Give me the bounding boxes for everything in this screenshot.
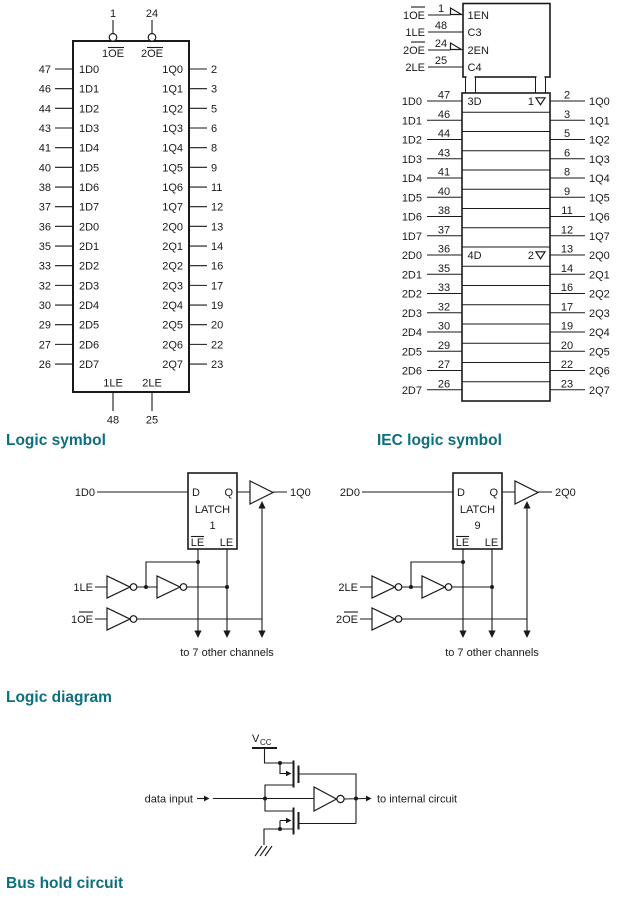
latch-le-pin: LE — [219, 537, 234, 549]
pin-number-right: 20 — [560, 339, 574, 352]
signal-label-left: 2D6 — [79, 339, 100, 352]
pin-number-left: 38 — [38, 182, 51, 195]
pin-number-right: 8 — [563, 166, 571, 179]
latch-q-pin: Q — [489, 487, 498, 499]
pin-number-right: 14 — [211, 241, 224, 254]
pin-number: 48 — [434, 20, 448, 32]
latch-d-pin: D — [192, 487, 200, 499]
signal-label-left: 2D1 — [79, 241, 100, 254]
signal-label-left: 1D1 — [79, 83, 100, 96]
signal-label-right: 2Q6 — [589, 365, 610, 378]
latch-le-pin: LE — [484, 537, 499, 549]
channels-note: to 7 other channels — [180, 647, 274, 659]
logic-symbol-figure — [6, 8, 223, 449]
iec-block-tabs — [466, 77, 546, 93]
pin-number-right: 2 — [563, 89, 571, 102]
logic-symbol-rows — [39, 64, 224, 371]
pin-number-left: 40 — [437, 185, 451, 198]
pin-number-left: 33 — [38, 260, 51, 273]
pin-number-left: 41 — [437, 166, 451, 179]
latch-channel-1 — [71, 473, 311, 659]
pin-number-right: 2 — [211, 64, 218, 76]
polarity-triangle-icon — [451, 8, 462, 15]
iec-logic-symbol-figure — [377, 3, 610, 449]
signal-label-right: 2Q6 — [162, 339, 183, 352]
pin-number-right: 22 — [560, 359, 574, 371]
signal-label-left: 1D2 — [401, 134, 422, 147]
pin-number-left: 44 — [38, 103, 51, 116]
signal-label-left: 2D1 — [401, 269, 422, 282]
logic-symbol-pin-row — [39, 320, 224, 332]
pin-number-right: 23 — [560, 378, 574, 391]
signal-label-right: 1Q5 — [162, 162, 183, 175]
signal-label-right: 2Q1 — [589, 269, 610, 282]
pullup-transistor-icon — [265, 761, 356, 799]
logic-symbol-pin-row — [39, 162, 217, 174]
pin-number-left: 30 — [437, 320, 451, 333]
active-low-bubble — [109, 34, 117, 42]
logic-diagram-figure — [6, 473, 576, 706]
signal-label-left: 1D3 — [79, 123, 100, 136]
signal-label-right: 1Q2 — [589, 134, 610, 147]
latch-channel-2 — [336, 473, 576, 659]
oe-input-label: 1OE — [70, 614, 93, 626]
pin-number-right: 5 — [563, 128, 571, 140]
signal-label-left: 2D2 — [79, 260, 100, 273]
iec-logic-symbol-caption: IEC logic symbol — [377, 432, 502, 449]
pin-number-left: 30 — [38, 300, 51, 313]
pin-number-right: 12 — [211, 201, 224, 214]
oe-label: 2OE — [140, 48, 164, 60]
signal-label-right: 2Q0 — [162, 221, 183, 234]
pin-number-left: 44 — [437, 128, 451, 140]
pin-number-left: 46 — [437, 108, 451, 121]
signal-label-right: 1Q6 — [162, 182, 183, 195]
pin-number-left: 47 — [38, 64, 51, 76]
signal-label-left: 1D1 — [401, 115, 422, 128]
latch-word: LATCH — [194, 504, 231, 516]
signal-label-right: 1Q4 — [162, 142, 183, 155]
signal-label-left: 2D0 — [79, 221, 100, 234]
signal-label-right: 2Q4 — [162, 300, 183, 313]
pulldown-transistor-icon — [264, 799, 356, 846]
top-pin-2oe — [141, 8, 163, 60]
logic-symbol-caption: Logic symbol — [6, 432, 106, 449]
signal-label: 1LE — [405, 27, 425, 39]
pin-number-left: 46 — [38, 83, 51, 96]
signal-label-left: 2D0 — [401, 250, 422, 262]
logic-symbol-pin-row — [39, 241, 224, 253]
signal-label-right: 2Q2 — [589, 288, 610, 301]
signal-label-left: 1D0 — [401, 96, 422, 108]
bottom-pin-1le — [103, 378, 123, 427]
logic-symbol-pin-row — [39, 143, 217, 155]
pin-number-left: 37 — [437, 224, 451, 237]
pin-number-right: 14 — [560, 262, 574, 275]
pin-number: 25 — [145, 414, 159, 427]
signal-label-right: 2Q1 — [162, 241, 183, 254]
signal-label-right: 2Q2 — [162, 260, 183, 273]
logic-symbol-pin-row — [39, 123, 217, 135]
signal-label-right: 2Q4 — [589, 327, 610, 339]
pin-number-right: 13 — [560, 243, 574, 256]
pin-number-right: 23 — [211, 359, 224, 372]
signal-label-left: 2D4 — [79, 300, 100, 313]
bus-hold-inverter-icon — [314, 787, 337, 811]
pin-number-right: 16 — [211, 260, 224, 273]
signal-label-left: 2D6 — [401, 365, 422, 378]
data-input-label: data input — [144, 793, 193, 806]
signal-label: 1OE — [402, 10, 425, 22]
logic-symbol-pin-row — [39, 280, 224, 292]
inner-label: 2EN — [467, 45, 489, 57]
active-low-bubble — [148, 34, 156, 42]
latch-d-pin: D — [457, 487, 465, 499]
latch-word: LATCH — [459, 504, 496, 516]
le-input-label: 2LE — [338, 582, 358, 594]
pin-number-right: 6 — [563, 147, 571, 160]
pin-number-left: 43 — [38, 123, 51, 136]
signal-label-left: 2D3 — [401, 307, 422, 320]
pin-number-right: 16 — [560, 282, 574, 294]
logic-symbol-pin-row — [39, 103, 217, 115]
pin-number-left: 43 — [437, 147, 451, 160]
signal-label-right: 1Q0 — [589, 96, 610, 108]
pin-number-right: 6 — [211, 123, 218, 136]
signal-label-left: 2D7 — [79, 359, 100, 372]
pin-number-right: 5 — [211, 103, 218, 116]
signal-label: 2OE — [402, 45, 425, 57]
signal-label-left: 1D2 — [79, 103, 100, 116]
inner-label: 1EN — [467, 10, 489, 22]
pin-number-right: 9 — [211, 162, 218, 175]
d-input-label: 2D0 — [339, 487, 360, 499]
logic-symbol-pin-row — [39, 359, 224, 371]
pin-number: 1 — [109, 8, 117, 20]
pin-number-right: 20 — [211, 319, 224, 332]
q-output-label: 2Q0 — [555, 487, 576, 499]
pin-number-right: 17 — [211, 280, 224, 293]
polarity-triangle-icon — [451, 43, 462, 50]
logic-symbol-pin-row — [39, 221, 224, 233]
pin-number-right: 11 — [561, 205, 573, 217]
bus-hold-caption: Bus hold circuit — [6, 875, 124, 892]
signal-label: 2LE — [405, 62, 425, 74]
oe-label: 1OE — [101, 48, 125, 60]
latch-q-pin: Q — [224, 487, 233, 499]
logic-symbol-pin-row — [39, 64, 217, 76]
signal-label-right: 1Q7 — [162, 201, 183, 214]
signal-label-left: 2D4 — [401, 327, 422, 339]
q-output-label: 1Q0 — [290, 487, 311, 499]
signal-label-left: 2D3 — [79, 280, 100, 293]
signal-label-right: 1Q3 — [589, 153, 610, 166]
le-input-label: 1LE — [73, 582, 93, 594]
le-label: 1LE — [103, 377, 123, 390]
latch-number: 9 — [474, 520, 481, 532]
pin-number-right: 9 — [563, 185, 571, 198]
pin-number-left: 27 — [38, 339, 51, 352]
inner-label: C3 — [467, 27, 482, 39]
pin-number-right: 12 — [560, 224, 574, 237]
signal-label-left: 2D7 — [401, 384, 422, 397]
logic-diagram-caption: Logic diagram — [6, 689, 112, 706]
signal-label-right: 1Q7 — [589, 230, 610, 243]
latch-le-bar-pin: LE — [190, 537, 205, 549]
bank1-out-label: 1 — [527, 96, 534, 108]
pin-number-left: 36 — [437, 243, 451, 256]
signal-label-left: 2D5 — [401, 346, 422, 359]
signal-label-right: 1Q2 — [162, 103, 183, 116]
pin-number-right: 17 — [560, 301, 574, 314]
signal-label-left: 2D2 — [401, 288, 422, 301]
pin-number: 48 — [106, 414, 120, 427]
signal-label-left: 1D6 — [401, 211, 422, 224]
to-internal-circuit-label: to internal circuit — [377, 793, 458, 806]
signal-label-left: 2D5 — [79, 319, 100, 332]
signal-label-right: 2Q5 — [162, 319, 183, 332]
top-pin-1oe — [102, 8, 124, 60]
signal-label-right: 2Q7 — [589, 384, 610, 397]
pin-number-left: 38 — [437, 205, 451, 217]
ground-icon — [255, 846, 272, 856]
pin-number-right: 3 — [563, 108, 571, 121]
vcc-sub-label: CC — [260, 738, 272, 747]
logic-symbol-pin-row — [39, 84, 217, 96]
logic-symbol-pin-row — [39, 182, 223, 194]
pin-number: 25 — [434, 55, 448, 67]
signal-label-left: 1D7 — [79, 201, 100, 214]
logic-symbol-pin-row — [39, 339, 224, 351]
pin-number: 24 — [434, 38, 448, 50]
pin-number-right: 13 — [211, 221, 224, 234]
signal-label-left: 1D6 — [79, 182, 100, 195]
pin-number-right: 3 — [211, 83, 218, 96]
signal-label-right: 1Q4 — [589, 173, 610, 185]
logic-symbol-pin-row — [39, 261, 224, 273]
signal-label-right: 2Q7 — [162, 359, 183, 372]
pin-number: 24 — [145, 8, 159, 20]
pin-number-left: 35 — [437, 262, 451, 275]
inner-label: C4 — [467, 62, 482, 74]
signal-label-left: 1D3 — [401, 153, 422, 166]
signal-label-left: 1D4 — [79, 142, 100, 155]
pin-number-left: 32 — [437, 301, 451, 314]
pin-number-left: 32 — [38, 280, 51, 293]
pin-number-right: 8 — [211, 142, 218, 155]
logic-symbol-pin-row — [39, 202, 224, 214]
signal-label-left: 1D5 — [79, 162, 100, 175]
bus-hold-figure — [6, 733, 457, 892]
pin-number-left: 33 — [437, 282, 451, 294]
pin-number-left: 40 — [38, 162, 51, 175]
pin-number-left: 29 — [437, 339, 451, 352]
latch-number: 1 — [209, 520, 216, 532]
pin-number-left: 41 — [38, 142, 51, 155]
signal-label-right: 2Q5 — [589, 346, 610, 359]
signal-label-left: 1D7 — [401, 230, 422, 243]
pin-number-left: 36 — [38, 221, 51, 234]
signal-label-right: 1Q3 — [162, 123, 183, 136]
d-input-label: 1D0 — [74, 487, 95, 499]
signal-label-left: 1D0 — [79, 64, 100, 76]
signal-label-right: 1Q1 — [589, 115, 610, 128]
vcc-label: V — [252, 733, 260, 745]
signal-label-right: 2Q3 — [589, 307, 610, 320]
signal-label-right: 2Q0 — [589, 250, 610, 262]
pin-number-left: 27 — [437, 359, 451, 371]
pin-number-right: 11 — [211, 182, 223, 195]
signal-label-right: 1Q5 — [589, 192, 610, 205]
signal-label-right: 1Q1 — [162, 83, 183, 96]
signal-label-left: 1D4 — [401, 173, 422, 185]
bank2-out-label: 2 — [527, 250, 534, 262]
pin-number-right: 22 — [211, 339, 224, 352]
le-label: 2LE — [142, 377, 162, 390]
pin-number-left: 37 — [38, 201, 51, 214]
pin-number-left: 29 — [38, 319, 51, 332]
signal-label-right: 1Q6 — [589, 211, 610, 224]
pin-number: 1 — [437, 3, 445, 15]
bottom-pin-2le — [142, 378, 162, 427]
pin-number-left: 26 — [38, 359, 51, 372]
signal-label-right: 1Q0 — [162, 64, 183, 76]
logic-symbol-pin-row — [39, 300, 224, 312]
pin-number-right: 19 — [211, 300, 224, 313]
bank1-d-label: 3D — [467, 96, 482, 108]
signal-label-left: 1D5 — [401, 192, 422, 205]
oe-input-label: 2OE — [335, 614, 358, 626]
channels-note: to 7 other channels — [445, 647, 539, 659]
bank2-d-label: 4D — [467, 250, 482, 262]
pin-number-right: 19 — [560, 320, 574, 333]
signal-label-right: 2Q3 — [162, 280, 183, 293]
pin-number-left: 26 — [437, 378, 451, 391]
pin-number-left: 47 — [437, 89, 451, 102]
latch-le-bar-pin: LE — [455, 537, 470, 549]
pin-number-left: 35 — [38, 241, 51, 254]
